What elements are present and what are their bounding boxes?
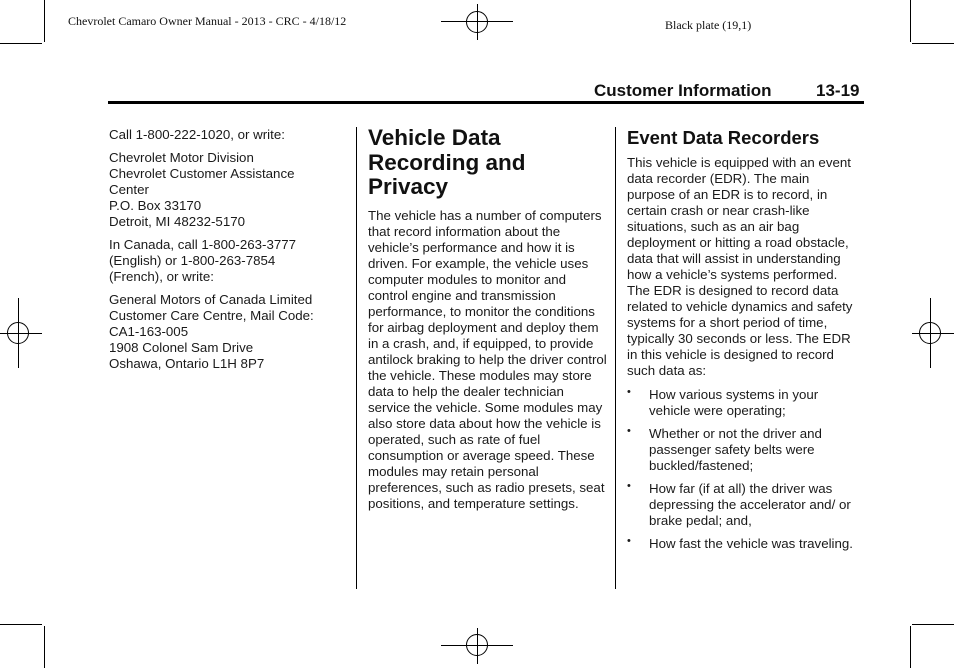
crop-mark [910,626,911,668]
crop-mark [44,0,45,42]
paragraph: This vehicle is equipped with an event data recorder (EDR). The main purpose of an EDR is to record, in certain crash or near crash-like situations, such as an air bag deployment or hitting a road obstacle, data that will assist in understanding how a vehicle’s systems performed. The EDR is designed to record data related to vehicle dynamics and safety systems for a short period of time, typically 30 seconds or less. The EDR in this vehicle is designed to record such data as: [627,155,853,378]
print-slug-right: Black plate (19,1) [665,18,752,32]
bullet-icon: • [627,535,631,547]
paragraph: In Canada, call 1-800-263-3777 (English) or 1-800-263-7854 (French), or write: [109,237,297,284]
paragraph: Call 1-800-222-1020, or write: [109,127,285,142]
column-divider [615,127,616,589]
bullet-list [627,387,859,552]
bullet-icon: • [627,425,631,437]
section-heading: Event Data Recorders [627,127,820,148]
bullet-icon: • [627,480,631,492]
list-item: • How fast the vehicle was traveling. [627,535,853,551]
crop-mark [912,624,954,625]
crop-mark [912,43,954,44]
crop-mark [0,43,42,44]
privacy-column [368,126,608,512]
crop-mark [910,0,911,42]
crop-mark [0,624,42,625]
header-rule [108,101,864,104]
edr-column [627,127,859,559]
bullet-icon: • [627,386,631,398]
address-block: General Motors of Canada Limited Customer Care Centre, Mail Code: CA1-163-005 1908 Colonel Sam Drive Oshawa, Ontario L1H 8P7 [109,292,314,371]
contact-column [109,127,349,379]
column-divider [356,127,357,589]
address-block: Chevrolet Motor Division Chevrolet Customer Assistance Center P.O. Box 33170 Detroit, MI 48232-5170 [109,150,295,229]
list-item: • Whether or not the driver and passenger safety belts were buckled/fastened; [627,425,822,473]
print-slug-left: Chevrolet Camaro Owner Manual - 2013 - CRC - 4/18/12 [68,14,347,28]
section-title: Customer Information [594,81,772,100]
paragraph: The vehicle has a number of computers that record information about the vehicle’s performance and how it is driven. For example, the vehicle uses computer modules to monitor and control engine and transmission performance, to monitor the conditions for airbag deployment and deploy them in a crash, and, if equipped, to provide antilock braking to help the driver control the vehicle. These modules may store data to help the dealer technician service the vehicle. Some modules may also store data about how the vehicle is operated, such as rate of fuel consumption or average speed. These modules may retain personal preferences, such as radio presets, seat positions, and temperature settings. [368,207,607,511]
list-item: • How far (if at all) the driver was depressing the accelerator and/ or brake pedal; and, [627,480,851,528]
page-number: 13-19 [816,81,860,100]
crop-mark [44,626,45,668]
section-heading: Vehicle Data Recording and Privacy [368,125,526,199]
list-item: • How various systems in your vehicle were operating; [627,386,819,418]
